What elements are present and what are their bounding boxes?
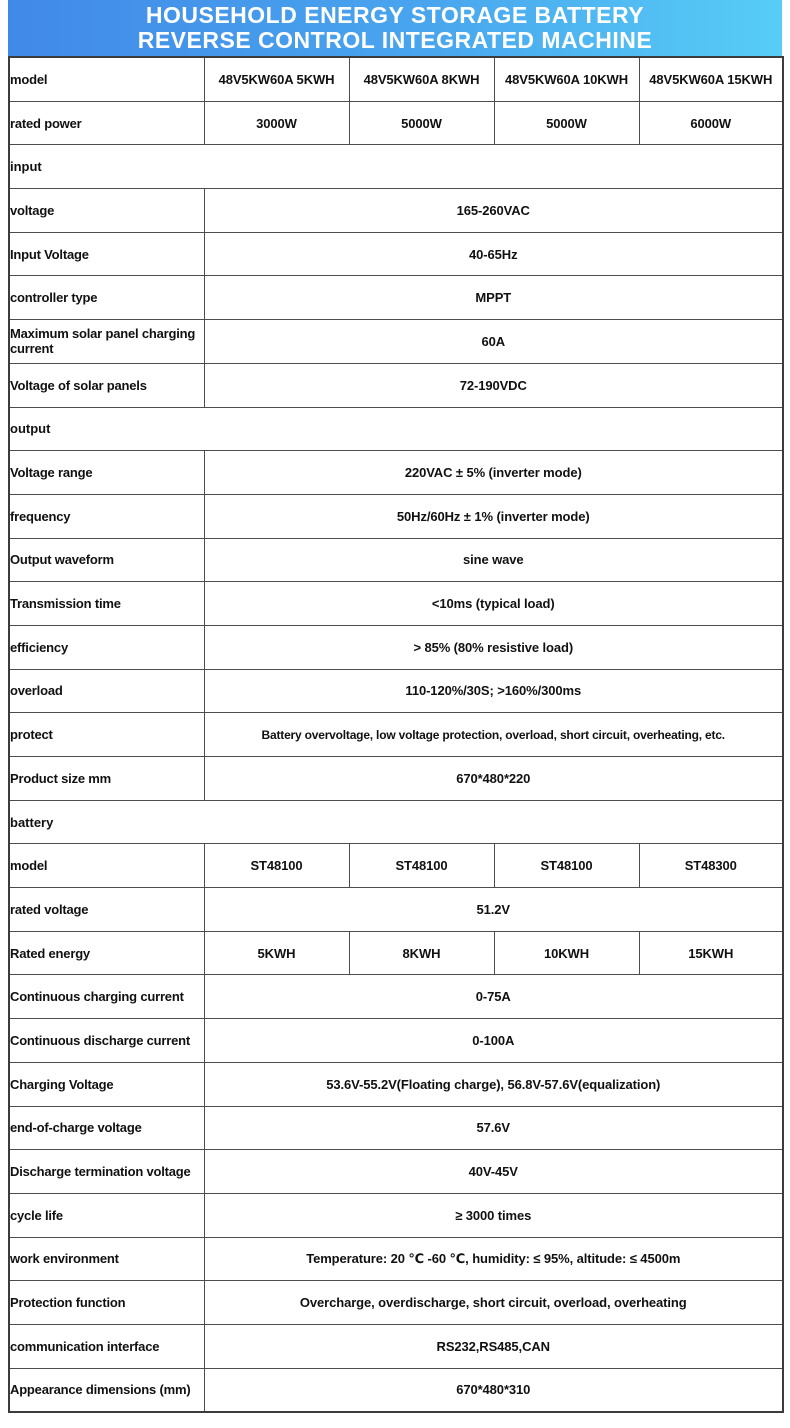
section-row [9, 407, 783, 451]
row-label: Discharge termination voltage [9, 1150, 204, 1194]
cell-value: 5000W [494, 101, 639, 145]
cell-value: 60A [204, 320, 783, 364]
spec-sheet [8, 0, 782, 1413]
table-row [9, 669, 783, 713]
cell-value: 670*480*310 [204, 1368, 783, 1412]
table-row [9, 1019, 783, 1063]
cell-value: Overcharge, overdischarge, short circuit, overload, overheating [204, 1281, 783, 1325]
table-row [9, 888, 783, 932]
row-label: model [9, 844, 204, 888]
cell-value: 15KWH [639, 931, 783, 975]
table-row [9, 713, 783, 757]
cell-value: 110-120%/30S; >160%/300ms [204, 669, 783, 713]
row-label: efficiency [9, 625, 204, 669]
table-row [9, 538, 783, 582]
page-banner [8, 0, 782, 56]
banner-title-line1: HOUSEHOLD ENERGY STORAGE BATTERY [145, 2, 645, 28]
row-label: Input Voltage [9, 232, 204, 276]
cell-value: 53.6V-55.2V(Floating charge), 56.8V-57.6V(equalization) [204, 1062, 783, 1106]
banner-title-line2: REVERSE CONTROL INTEGRATED MACHINE [137, 27, 653, 53]
cell-value: RS232,RS485,CAN [204, 1324, 783, 1368]
table-row [9, 189, 783, 233]
cell-value: 51.2V [204, 888, 783, 932]
table-row [9, 1237, 783, 1281]
row-label: protect [9, 713, 204, 757]
row-label: Transmission time [9, 582, 204, 626]
cell-value: 5KWH [204, 931, 349, 975]
cell-value: ≥ 3000 times [204, 1193, 783, 1237]
row-label: controller type [9, 276, 204, 320]
cell-value: 5000W [349, 101, 494, 145]
table-row [9, 1324, 783, 1368]
row-label: Voltage of solar panels [9, 363, 204, 407]
row-label: model [9, 57, 204, 101]
cell-value: ST48100 [349, 844, 494, 888]
cell-value: 6000W [639, 101, 783, 145]
spec-table [8, 56, 784, 1413]
cell-value: 57.6V [204, 1106, 783, 1150]
row-label: rated voltage [9, 888, 204, 932]
cell-value: 48V5KW60A 8KWH [349, 57, 494, 101]
table-row [9, 101, 783, 145]
table-row [9, 494, 783, 538]
cell-value: 0-100A [204, 1019, 783, 1063]
cell-value: 50Hz/60Hz ± 1% (inverter mode) [204, 494, 783, 538]
cell-value: 220VAC ± 5% (inverter mode) [204, 451, 783, 495]
table-row [9, 232, 783, 276]
row-label: overload [9, 669, 204, 713]
row-label: Rated energy [9, 931, 204, 975]
row-label: rated power [9, 101, 204, 145]
cell-value: ST48100 [204, 844, 349, 888]
table-row [9, 757, 783, 801]
cell-value: Temperature: 20 ℃ -60 ℃, humidity: ≤ 95%, altitude: ≤ 4500m [204, 1237, 783, 1281]
cell-value: 48V5KW60A 10KWH [494, 57, 639, 101]
cell-value: 40V-45V [204, 1150, 783, 1194]
cell-value: ST48100 [494, 844, 639, 888]
table-row [9, 57, 783, 101]
table-row [9, 1368, 783, 1412]
row-label: communication interface [9, 1324, 204, 1368]
row-label: Output waveform [9, 538, 204, 582]
section-label: input [9, 145, 783, 189]
section-row [9, 800, 783, 844]
cell-value: > 85% (80% resistive load) [204, 625, 783, 669]
cell-value: <10ms (typical load) [204, 582, 783, 626]
table-row [9, 276, 783, 320]
row-label: Protection function [9, 1281, 204, 1325]
row-label: Voltage range [9, 451, 204, 495]
row-label: Continuous charging current [9, 975, 204, 1019]
row-label: cycle life [9, 1193, 204, 1237]
table-row [9, 1150, 783, 1194]
cell-value: ST48300 [639, 844, 783, 888]
cell-value: 670*480*220 [204, 757, 783, 801]
table-row [9, 1193, 783, 1237]
table-row [9, 625, 783, 669]
table-row [9, 844, 783, 888]
row-label: voltage [9, 189, 204, 233]
row-label: Product size mm [9, 757, 204, 801]
table-row [9, 451, 783, 495]
row-label: Appearance dimensions (mm) [9, 1368, 204, 1412]
cell-value: 48V5KW60A 5KWH [204, 57, 349, 101]
table-row [9, 1281, 783, 1325]
cell-value: Battery overvoltage, low voltage protection, overload, short circuit, overheating, etc. [204, 713, 783, 757]
row-label: Charging Voltage [9, 1062, 204, 1106]
table-row [9, 1106, 783, 1150]
table-row [9, 582, 783, 626]
row-label: work environment [9, 1237, 204, 1281]
cell-value: 10KWH [494, 931, 639, 975]
table-row [9, 1062, 783, 1106]
cell-value: 40-65Hz [204, 232, 783, 276]
cell-value: MPPT [204, 276, 783, 320]
cell-value: 0-75A [204, 975, 783, 1019]
table-row [9, 320, 783, 364]
cell-value: 48V5KW60A 15KWH [639, 57, 783, 101]
row-label: frequency [9, 494, 204, 538]
cell-value: 165-260VAC [204, 189, 783, 233]
section-label: output [9, 407, 783, 451]
table-row [9, 975, 783, 1019]
row-label: Continuous discharge current [9, 1019, 204, 1063]
row-label: Maximum solar panel charging current [9, 320, 204, 364]
row-label: end-of-charge voltage [9, 1106, 204, 1150]
cell-value: 72-190VDC [204, 363, 783, 407]
section-label: battery [9, 800, 783, 844]
table-row [9, 363, 783, 407]
cell-value: 3000W [204, 101, 349, 145]
table-row [9, 931, 783, 975]
section-row [9, 145, 783, 189]
cell-value: 8KWH [349, 931, 494, 975]
cell-value: sine wave [204, 538, 783, 582]
